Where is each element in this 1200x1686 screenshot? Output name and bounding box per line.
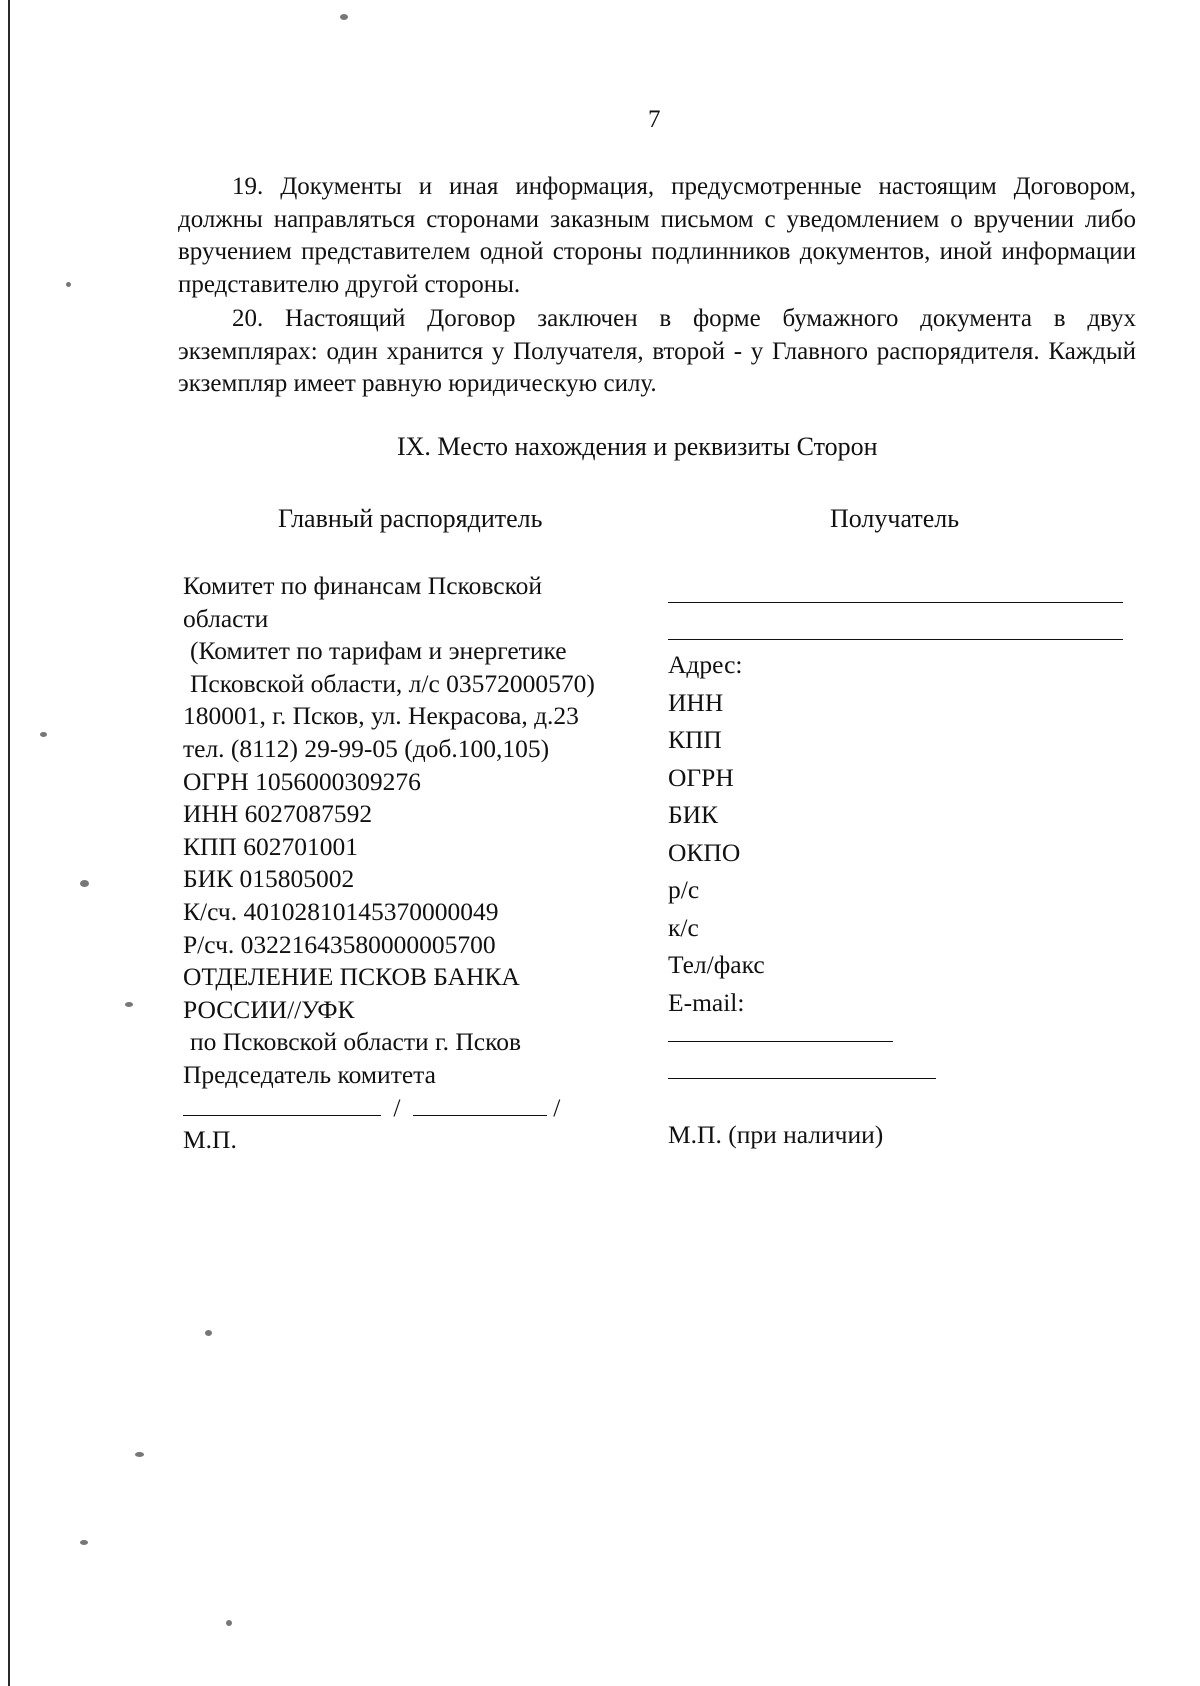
scan-speck (80, 880, 89, 887)
recipient-field-phone-fax: Тел/факс (668, 950, 765, 979)
left-party-phone: тел. (8112) 29-99-05 (доб.100,105) (183, 733, 550, 763)
scan-speck (226, 1620, 232, 1626)
page-number: 7 (648, 106, 661, 133)
left-party-signature-row (183, 1092, 653, 1125)
left-party-mp: М.П. (183, 1125, 237, 1155)
recipient-field-email: E-mail: (668, 987, 745, 1017)
recipient-signature-line (668, 1041, 893, 1042)
scan-speck (205, 1330, 212, 1336)
section-title: IX. Место нахождения и реквизиты Сторон (397, 432, 878, 461)
recipient-field-address: Адрес: (668, 650, 743, 679)
left-party-sub-line-1: (Комитет по тарифам и энергетике (190, 636, 567, 666)
recipient-field-ogrn: ОГРН (668, 762, 734, 792)
left-party-header: Главный распорядитель (278, 504, 543, 533)
recipient-field-bik: БИК (668, 800, 719, 829)
recipient-field-inn: ИНН (668, 687, 724, 717)
right-party-header: Получатель (830, 504, 960, 533)
left-party-name-line-1: Комитет по финансам Псковской (183, 571, 543, 600)
signature-slash-1: / (393, 1092, 401, 1122)
recipient-name-sign-line (668, 1078, 936, 1079)
right-party-mp: М.П. (при наличии) (668, 1120, 884, 1149)
recipient-field-okpo: ОКПО (668, 837, 741, 867)
left-party-rs: Р/сч. 03221643580000005700 (183, 929, 496, 959)
recipient-field-rs: р/с (668, 875, 700, 904)
left-party-ogrn: ОГРН 1056000309276 (183, 766, 421, 796)
recipient-field-ks: к/с (668, 912, 699, 942)
scan-speck (340, 14, 348, 20)
right-party-fields (668, 646, 765, 1021)
paragraph-20: 20. Настоящий Договор заключен в форме бумажного документа в двух экземплярах: один хранится у Получателя, второй - у Главного распорядителя. Каждый экземпляр имеет равную юридическую силу. (178, 305, 1136, 397)
scan-speck (125, 1002, 133, 1007)
left-party-bank-line-1: ОТДЕЛЕНИЕ ПСКОВ БАНКА (183, 962, 520, 992)
scan-speck (40, 732, 47, 737)
scan-speck (66, 282, 71, 287)
left-party-address: 180001, г. Псков, ул. Некрасова, д.23 (183, 701, 579, 731)
scan-speck (80, 1540, 88, 1545)
signature-line (183, 1095, 381, 1116)
recipient-name-line-1 (668, 602, 1123, 603)
name-line (413, 1095, 547, 1116)
left-party-signer-title: Председатель комитета (183, 1059, 436, 1089)
left-party-kpp: КПП 602701001 (183, 831, 358, 861)
scan-speck (135, 1452, 144, 1457)
left-party-bank-line-3: по Псковской области г. Псков (190, 1027, 521, 1057)
recipient-name-line-2 (668, 639, 1123, 640)
signature-slash-2: / (553, 1092, 561, 1122)
scan-left-edge (8, 0, 10, 1686)
left-party-name-line-2: области (183, 603, 269, 633)
left-party-sub-line-2: Псковской области, л/с 03572000570) (190, 668, 595, 698)
left-party-bank-line-2: РОССИИ//УФК (183, 994, 355, 1024)
recipient-field-kpp: КПП (668, 725, 722, 754)
paragraph-19: 19. Документы и иная информация, предусмотренные настоящим Договором, должны направляться сторонами заказным письмом с уведомлением о вручении либо вручением представителем одной стороны подлинников документов, иной информации представителю другой стороны. (178, 173, 1136, 298)
left-party-bik: БИК 015805002 (183, 864, 355, 894)
left-party-ks: К/сч. 40102810145370000049 (183, 896, 499, 926)
left-party-inn: ИНН 6027087592 (183, 799, 373, 829)
left-party-details (183, 570, 653, 1157)
